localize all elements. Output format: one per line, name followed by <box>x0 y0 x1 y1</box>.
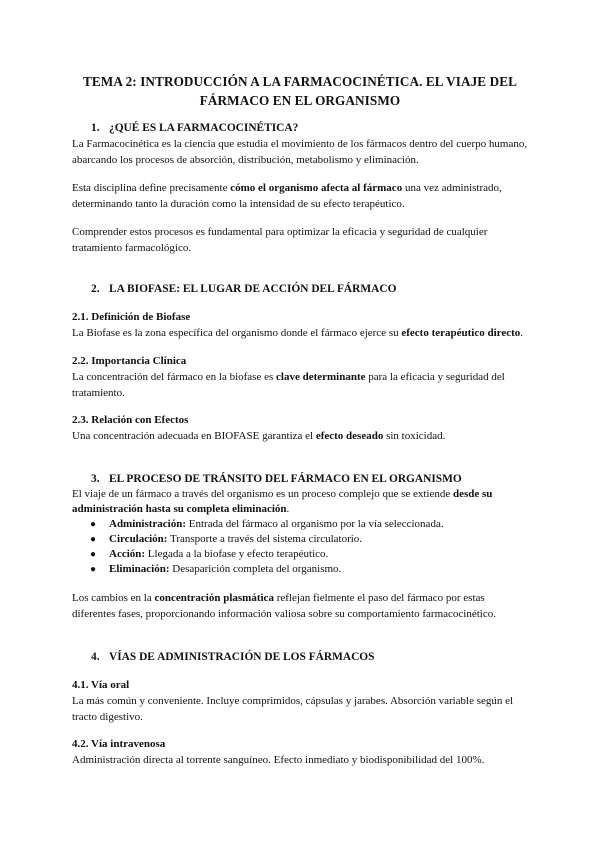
text-run: . <box>520 327 524 339</box>
section-1-number: 1. <box>91 122 100 134</box>
text-run: para la eficacia y seguridad del tratamiento. <box>72 371 505 399</box>
bullet-text: Entrada del fármaco al organismo por la vía seleccionada. <box>186 518 444 530</box>
section-3-heading <box>91 472 462 487</box>
bold-text-run: efecto terapéutico directo <box>401 327 521 339</box>
section-2-number: 2. <box>91 283 100 295</box>
text-run: El viaje de un fármaco a través del organismo es un proceso complejo que se extiende <box>72 488 453 500</box>
section-4-heading <box>91 650 375 665</box>
bullet-text: Desaparición completa del organismo. <box>169 563 342 575</box>
subsection-2-3-heading: 2.3. Relación con Efectos <box>72 414 189 426</box>
subsection-4-1-heading: 4.1. Vía oral <box>72 679 130 691</box>
bold-text-run: desde su administración hasta su completa eliminación <box>72 488 493 515</box>
list-item <box>90 517 444 532</box>
bullet-icon: ● <box>90 564 97 575</box>
section-4-number: 4. <box>91 651 100 663</box>
process-stages-list <box>90 517 444 577</box>
subsection-4-2-paragraph: Administración directa al torrente sanguíneo. Efecto inmediato y biodisponibilidad del 100%. <box>72 754 485 766</box>
subsection-2-2-heading: 2.2. Importancia Clínica <box>72 355 187 367</box>
section-1-paragraph-3: Comprender estos procesos es fundamental para optimizar la eficacia y seguridad de cualquier tratamiento farmacológico. <box>72 226 488 254</box>
text-run: Una concentración adecuada en BIOFASE garantiza el <box>72 430 316 442</box>
text-run: Esta disciplina define precisamente <box>72 182 231 194</box>
section-4-title: VÍAS DE ADMINISTRACIÓN DE LOS FÁRMACOS <box>109 651 375 663</box>
bullet-text: Transporte a través del sistema circulatorio. <box>167 533 363 545</box>
section-2-heading <box>91 282 396 297</box>
section-1-heading <box>91 121 298 136</box>
subsection-4-1-paragraph: La más común y conveniente. Incluye comprimidos, cápsulas y jarabes. Absorción variable según el tracto digestivo. <box>72 695 514 723</box>
text-run: reflejan fielmente el paso del fármaco por estas diferentes fases, proporcionando información valiosa sobre su comportamiento farmacocinético. <box>72 592 496 620</box>
bullet-term: Administración: <box>109 518 186 530</box>
section-1-paragraph-1: La Farmacocinética es la ciencia que estudia el movimiento de los fármacos dentro del cuerpo humano, abarcando los procesos de absorción, distribución, metabolismo y eliminación. <box>72 138 528 166</box>
subsection-2-1-paragraph <box>72 325 528 341</box>
list-item <box>90 562 444 577</box>
section-3-paragraph-2 <box>72 590 528 622</box>
bullet-term: Circulación: <box>109 533 168 545</box>
text-run: sin toxicidad. <box>383 430 446 442</box>
list-item <box>90 547 444 562</box>
section-3-paragraph-1 <box>72 487 528 517</box>
subsection-4-2-heading: 4.2. Vía intravenosa <box>72 738 166 750</box>
section-1-title: ¿QUÉ ES LA FARMACOCINÉTICA? <box>109 122 299 134</box>
bold-text-run: concentración plasmática <box>154 592 274 604</box>
subsection-2-1-heading: 2.1. Definición de Biofase <box>72 311 191 323</box>
bold-text-run: efecto deseado <box>315 430 384 442</box>
text-run: La Biofase es la zona específica del organismo donde el fármaco ejerce su <box>72 327 402 339</box>
text-run: Los cambios en la <box>72 592 155 604</box>
section-1-paragraph-2 <box>72 180 528 212</box>
section-3-number: 3. <box>91 473 100 485</box>
bullet-text: Llegada a la biofase y efecto terapéutico. <box>145 548 329 560</box>
bold-text-run: clave determinante <box>276 371 366 383</box>
bullet-icon: ● <box>90 519 97 530</box>
document-title: TEMA 2: INTRODUCCIÓN A LA FARMACOCINÉTICA. EL VIAJE DEL FÁRMACO EN EL ORGANISMO <box>82 74 518 108</box>
section-2-title: LA BIOFASE: EL LUGAR DE ACCIÓN DEL FÁRMACO <box>109 283 397 295</box>
list-item <box>90 532 444 547</box>
subsection-2-3-paragraph <box>72 428 528 444</box>
bullet-term: Eliminación: <box>109 563 170 575</box>
section-3-title: EL PROCESO DE TRÁNSITO DEL FÁRMACO EN EL ORGANISMO <box>109 473 462 485</box>
text-run: una vez administrado, determinando tanto la duración como la intensidad de su efecto terapéutico. <box>72 182 502 210</box>
text-run: . <box>286 503 290 515</box>
bullet-icon: ● <box>90 549 97 560</box>
subsection-2-2-paragraph <box>72 369 528 401</box>
bullet-icon: ● <box>90 534 97 545</box>
bold-text-run: cómo el organismo afecta al fármaco <box>230 182 403 194</box>
bullet-term: Acción: <box>109 548 146 560</box>
text-run: La concentración del fármaco en la biofase es <box>72 371 277 383</box>
